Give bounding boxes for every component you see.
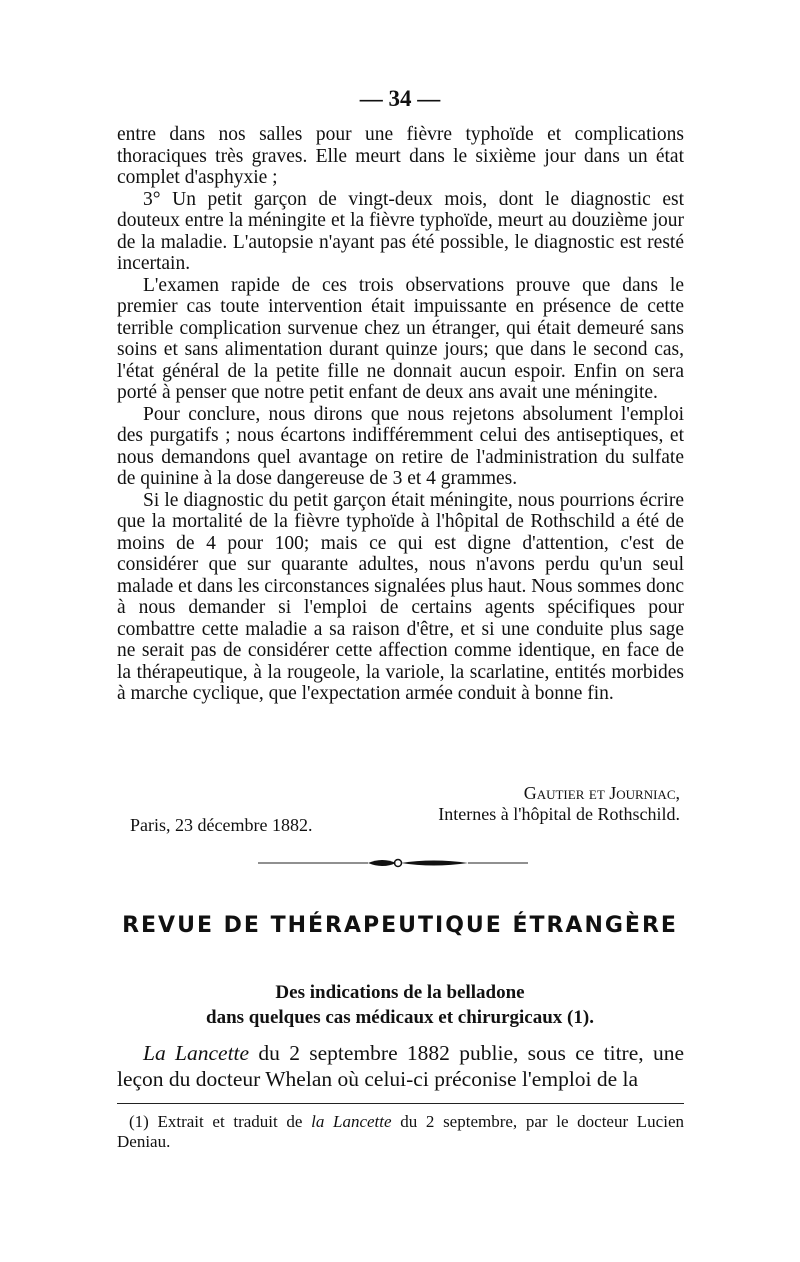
footnote-journal: la Lancette — [311, 1112, 392, 1131]
intro-text: du 2 septembre 1882 publie, sous ce titre, une leçon du docteur Whelan où celui-ci préconise l'emploi de la — [117, 1041, 684, 1091]
paragraph: entre dans nos salles pour une fièvre typhoïde et complications thoraciques très graves. Elle meurt dans le sixième jour dans un état complet d'asphyxie ; — [117, 124, 684, 188]
journal-name: La Lancette — [143, 1041, 250, 1065]
page-number: — 34 — — [359, 86, 441, 111]
footnote-marker: (1) — [129, 1112, 149, 1131]
article-intro — [117, 1040, 684, 1092]
paragraph: Si le diagnostic du petit garçon était méningite, nous pourrions écrire que la mortalité de la fièvre typhoïde à l'hôpital de Rothschild a été de moins de 4 pour 100; mais ce qui est digne d'attention, c'est de considérer que sur quarante adultes, nous n'avons perdu qu'un seul malade et dans les circonstances signalées plus haut. Nous sommes donc à nous demander si l'emploi de certains agents spécifiques pour combattre cette maladie a sa raison d'être, et si une conduite plus sage ne serait pas de considérer cette affection comme identique, en face de la thérapeutique, à la rougeole, la variole, la scarlatine, entités morbides à marche cyclique, que l'expectation armée conduit à bonne fin. — [117, 489, 684, 704]
paragraph: Pour conclure, nous dirons que nous rejetons absolument l'emploi des purgatifs ; nous écartons indifféremment celui des antiseptiques, et nous demandons quel avantage on retire de l'administration du sulfate de quinine à la dose dangereuse de 3 et 4 grammes. — [117, 403, 684, 489]
section-title: REVUE DE THÉRAPEUTIQUE ÉTRANGÈRE — [122, 913, 678, 938]
article-title-line: Des indications de la belladone — [275, 982, 525, 1003]
author-names: Gautier et Journiac, — [523, 783, 680, 803]
footnote — [117, 1112, 684, 1152]
paragraph: L'examen rapide de ces trois observations prouve que dans le premier cas toute intervention était impuissante en présence de cette terrible complication survenue chez un étranger, qui était demeuré sans soins et sans alimentation durant quinze jours; que dans le second cas, l'état général de la petite fille ne donnait aucun espoir. Enfin on sera porté à penser que notre petit enfant de deux ans avait une méningite. — [117, 274, 684, 403]
footnote-text: Extrait et traduit de — [148, 1112, 312, 1131]
author-role: Internes à l'hôpital de Rothschild. — [438, 804, 680, 824]
dateline: Paris, 23 décembre 1882. — [130, 815, 313, 835]
intro-paragraph — [117, 1040, 684, 1092]
signature — [438, 783, 680, 825]
ornamental-rule-icon — [258, 855, 528, 871]
footnote-text: du 2 septembre, par le docteur Lucien Deniau. — [117, 1112, 684, 1151]
article-title-line: dans quelques cas médicaux et chirurgicaux (1). — [206, 1007, 594, 1028]
footnote-divider — [117, 1103, 684, 1104]
article-title — [0, 980, 800, 1030]
paragraph: 3° Un petit garçon de vingt-deux mois, dont le diagnostic est douteux entre la méningite et la fièvre typhoïde, meurt au douzième jour de la maladie. L'autopsie n'ayant pas été possible, le diagnostic est resté incertain. — [117, 188, 684, 274]
body-text — [117, 124, 684, 705]
